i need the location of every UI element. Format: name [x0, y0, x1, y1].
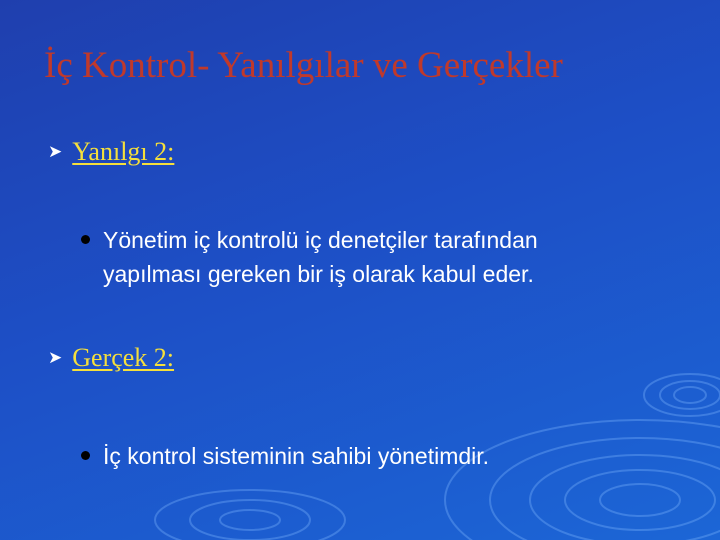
round-bullet-icon	[81, 235, 90, 244]
section-heading-fact	[48, 343, 174, 373]
bullet-item	[81, 223, 641, 291]
slide-title: İç Kontrol- Yanılgılar ve Gerçekler	[44, 45, 563, 86]
bullet-text: İç kontrol sisteminin sahibi yönetimdir.	[103, 443, 490, 469]
section-heading-label: Gerçek 2:	[72, 343, 175, 372]
bullet-text: Yönetim iç kontrolü iç denetçiler tarafından yapılması gereken bir iş olarak kabul eder.	[103, 227, 538, 287]
round-bullet-icon	[81, 451, 90, 460]
section-heading-myth	[48, 137, 174, 167]
section-heading-label: Yanılgı 2:	[72, 137, 175, 166]
arrowhead-icon: ➤	[48, 142, 63, 162]
arrowhead-icon: ➤	[48, 348, 63, 368]
bullet-item	[81, 439, 641, 473]
